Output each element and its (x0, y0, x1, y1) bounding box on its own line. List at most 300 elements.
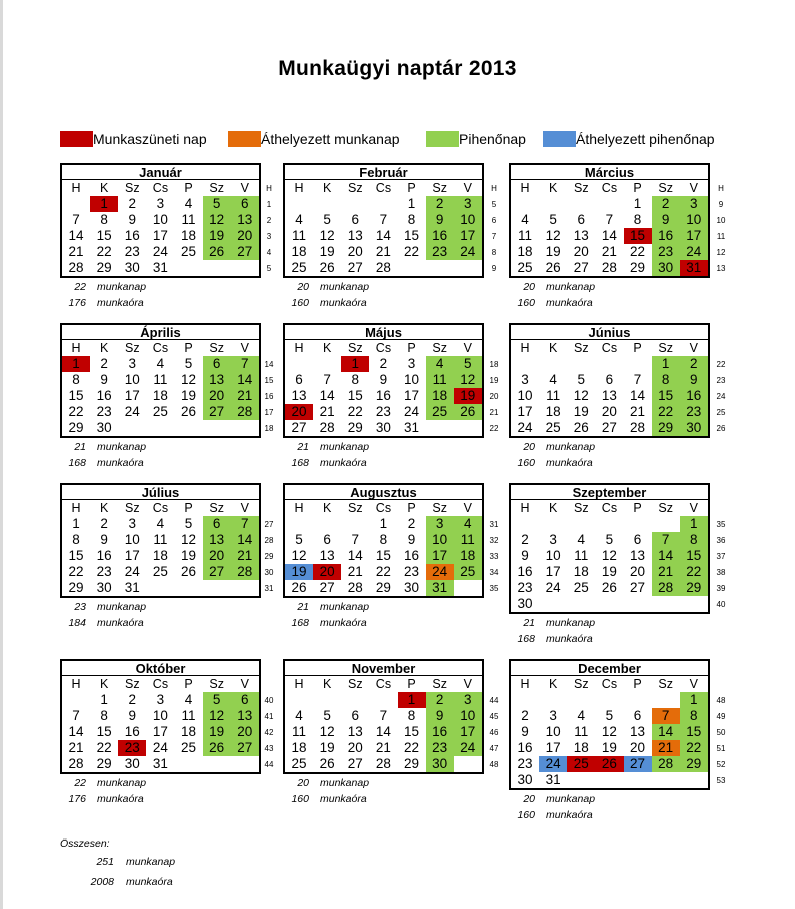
day-cell: 25 (517, 260, 533, 275)
weekday-header: Sz (348, 677, 363, 691)
day-cell: 5 (203, 196, 231, 212)
day-cell: 27 (624, 756, 652, 772)
empty-cell (313, 516, 341, 532)
day-cell: 30 (404, 580, 420, 595)
week-numbers (484, 501, 504, 597)
day-cell: 28 (231, 564, 259, 580)
legend-swatch (228, 131, 261, 147)
day-cell: 13 (630, 548, 646, 563)
day-cell: 16 (517, 564, 533, 579)
week-number: 21 (489, 408, 499, 417)
empty-cell (62, 692, 90, 708)
day-cell: 30 (426, 756, 454, 772)
day-cell: 26 (203, 244, 231, 260)
week-row (511, 548, 708, 564)
week-number: 49 (716, 712, 726, 721)
page-title: Munkaügyi naptár 2013 (278, 57, 517, 80)
empty-cell (146, 420, 174, 436)
day-cell: 31 (152, 260, 168, 275)
day-cell: 1 (680, 692, 708, 708)
week-row (285, 244, 482, 260)
week-row (285, 580, 482, 596)
day-cell: 30 (517, 772, 533, 787)
stat-hours-label: munkaóra (546, 809, 593, 821)
day-cell: 20 (313, 564, 341, 580)
week-row (511, 388, 708, 404)
stat-workdays-label: munkanap (97, 281, 147, 293)
week-number: 9 (491, 264, 497, 273)
empty-cell (680, 596, 708, 612)
day-cell: 16 (404, 548, 420, 563)
month-grid (60, 339, 261, 438)
day-cell: 24 (426, 564, 454, 580)
day-cell: 7 (379, 708, 388, 723)
weekday-header: H (294, 501, 304, 515)
empty-cell (118, 420, 146, 436)
day-cell: 25 (426, 404, 454, 420)
stat-workdays-value: 20 (523, 441, 535, 453)
week-row (285, 516, 482, 532)
day-cell: 9 (426, 212, 454, 228)
day-cell: 13 (601, 388, 617, 403)
day-cell: 6 (605, 372, 614, 387)
day-cell: 5 (203, 692, 231, 708)
day-cell: 1 (652, 356, 680, 372)
month-name: Április (60, 323, 261, 339)
day-cell: 15 (404, 724, 420, 739)
day-cell: 10 (545, 548, 561, 563)
day-cell: 22 (680, 564, 708, 580)
weekday-header: Sz (125, 341, 140, 355)
day-cell: 22 (630, 244, 646, 259)
day-cell: 26 (203, 740, 231, 756)
stat-workdays-label: munkanap (546, 281, 596, 293)
day-cell: 17 (545, 740, 561, 755)
week-number: 9 (718, 200, 724, 209)
day-cell: 31 (152, 756, 168, 771)
day-cell: 19 (203, 228, 231, 244)
empty-cell (398, 260, 426, 276)
day-cell: 1 (379, 516, 388, 531)
weekday-header: Sz (658, 341, 673, 355)
day-cell: 7 (652, 708, 680, 724)
month-calendar (60, 659, 261, 774)
week-number: 2 (266, 216, 272, 225)
weekday-header: Sz (125, 677, 140, 691)
weekday-header: V (240, 341, 249, 355)
day-cell: 18 (181, 228, 197, 243)
day-cell: 15 (68, 548, 84, 563)
week-numbers (711, 501, 731, 613)
weekday-header: K (323, 501, 332, 515)
day-cell: 19 (319, 244, 335, 259)
week-number: 35 (716, 520, 726, 529)
week-number: 5 (491, 200, 497, 209)
day-cell: 5 (549, 212, 557, 227)
day-cell: 10 (680, 212, 708, 228)
stat-hours-label: munkaóra (97, 617, 144, 629)
day-cell: 3 (156, 692, 165, 707)
weekday-header: P (407, 501, 416, 515)
day-cell: 4 (454, 516, 482, 532)
week-number-header: H (718, 184, 724, 193)
day-cell: 23 (375, 404, 391, 419)
day-cell: 9 (100, 532, 108, 547)
day-cell: 1 (398, 692, 426, 708)
day-cell: 27 (347, 756, 363, 771)
week-number-header: H (266, 184, 272, 193)
weekday-header: Sz (209, 677, 224, 691)
day-cell: 21 (347, 564, 363, 579)
day-cell: 21 (375, 244, 391, 259)
summary-hours-value: 2008 (90, 876, 114, 888)
week-number: 33 (489, 552, 499, 561)
week-row (62, 228, 259, 244)
week-row (285, 228, 482, 244)
day-cell: 29 (96, 756, 112, 771)
empty-cell (624, 692, 652, 708)
month-grid (283, 179, 484, 278)
empty-cell (175, 756, 203, 772)
weekday-header: K (549, 677, 558, 691)
week-numbers (484, 677, 504, 773)
weekday-header-row (285, 180, 482, 196)
day-cell: 28 (375, 756, 391, 771)
empty-cell (511, 516, 539, 532)
day-cell: 27 (347, 260, 363, 275)
day-cell: 20 (231, 228, 259, 244)
day-cell: 17 (404, 388, 420, 403)
empty-cell (680, 772, 708, 788)
month-name: Október (60, 659, 261, 675)
day-cell: 30 (124, 756, 140, 771)
day-cell: 25 (181, 244, 197, 259)
day-cell: 11 (181, 708, 196, 723)
day-cell: 23 (118, 740, 146, 756)
week-row (285, 404, 482, 420)
day-cell: 3 (549, 708, 557, 723)
day-cell: 18 (573, 740, 589, 755)
weekday-header: H (520, 181, 530, 195)
week-numbers (711, 181, 731, 277)
day-cell: 10 (545, 724, 561, 739)
day-cell: 28 (375, 260, 391, 275)
empty-cell (652, 596, 680, 612)
day-cell: 27 (203, 404, 231, 420)
week-row (511, 596, 708, 612)
week-row (511, 532, 708, 548)
day-cell: 12 (601, 548, 617, 563)
day-cell: 10 (124, 372, 140, 387)
week-number: 14 (264, 360, 274, 369)
stat-workdays-label: munkanap (320, 441, 370, 453)
day-cell: 26 (601, 580, 617, 595)
month-name: Augusztus (283, 483, 484, 499)
day-cell: 15 (96, 228, 112, 243)
day-cell: 7 (72, 708, 80, 723)
weekday-header: V (689, 181, 698, 195)
weekday-header: H (294, 341, 304, 355)
week-number: 48 (716, 696, 726, 705)
stat-hours-value: 160 (291, 793, 309, 805)
day-cell: 30 (96, 420, 112, 435)
weekday-header: V (240, 677, 249, 691)
stat-hours-value: 176 (68, 793, 86, 805)
week-row (285, 196, 482, 212)
stat-workdays-value: 20 (523, 793, 535, 805)
day-cell: 15 (347, 388, 363, 403)
day-cell: 29 (375, 580, 391, 595)
empty-cell (624, 772, 652, 788)
day-cell: 28 (630, 420, 646, 435)
day-cell: 24 (124, 564, 140, 579)
day-cell: 13 (203, 372, 231, 388)
day-cell: 13 (291, 388, 307, 403)
day-cell: 16 (124, 724, 140, 739)
day-cell: 18 (181, 724, 197, 739)
day-cell: 2 (407, 516, 416, 531)
empty-cell (175, 260, 203, 276)
day-cell: 17 (152, 724, 168, 739)
day-cell: 9 (426, 708, 454, 724)
week-row (511, 772, 708, 788)
stat-hours-value: 168 (291, 457, 309, 469)
day-cell: 21 (652, 564, 680, 580)
week-number: 42 (264, 728, 274, 737)
weekday-header: K (323, 677, 332, 691)
week-row (511, 356, 708, 372)
stat-workdays-value: 20 (297, 777, 309, 789)
week-number: 51 (716, 744, 726, 753)
day-cell: 5 (184, 516, 193, 531)
weekday-header: H (71, 677, 81, 691)
empty-cell (341, 516, 369, 532)
day-cell: 15 (375, 548, 391, 563)
empty-cell (454, 580, 482, 596)
weekday-header: Sz (348, 501, 363, 515)
day-cell: 6 (323, 532, 331, 547)
day-cell: 29 (680, 756, 708, 772)
day-cell: 9 (100, 372, 108, 387)
month-calendar (283, 659, 484, 774)
stat-workdays-label: munkanap (546, 617, 596, 629)
day-cell: 16 (124, 228, 140, 243)
day-cell: 1 (680, 516, 708, 532)
day-cell: 25 (567, 756, 595, 772)
week-row (511, 420, 708, 436)
empty-cell (567, 516, 595, 532)
weekday-header: K (549, 181, 558, 195)
day-cell: 6 (577, 212, 586, 227)
day-cell: 13 (319, 548, 335, 563)
empty-cell (567, 196, 595, 212)
stat-hours-label: munkaóra (546, 633, 593, 645)
week-row (285, 756, 482, 772)
day-cell: 6 (231, 692, 259, 708)
day-cell: 9 (521, 724, 529, 739)
weekday-header: Cs (601, 677, 618, 691)
stat-hours-value: 184 (68, 617, 86, 629)
day-cell: 14 (652, 724, 680, 740)
stat-workdays-value: 21 (297, 441, 309, 453)
week-row (285, 708, 482, 724)
day-cell: 23 (124, 244, 140, 259)
weekday-header-row (511, 340, 708, 356)
weekday-header-row (285, 500, 482, 516)
legend-label: Munkaszüneti nap (93, 131, 207, 147)
day-cell: 15 (652, 388, 680, 404)
day-cell: 4 (521, 212, 529, 227)
day-cell: 1 (341, 356, 369, 372)
stat-workdays-value: 21 (74, 441, 86, 453)
day-cell: 20 (601, 404, 617, 419)
week-row (285, 532, 482, 548)
day-cell: 9 (128, 708, 137, 723)
empty-cell (341, 196, 369, 212)
day-cell: 17 (454, 724, 482, 740)
week-row (62, 372, 259, 388)
weekday-header: P (633, 341, 642, 355)
week-row (62, 740, 259, 756)
weekday-header: H (294, 181, 304, 195)
day-cell: 6 (231, 196, 259, 212)
day-cell: 17 (426, 548, 454, 564)
day-cell: 15 (680, 724, 708, 740)
day-cell: 13 (347, 724, 363, 739)
stat-workdays-value: 20 (297, 281, 309, 293)
stat-hours-label: munkaóra (320, 617, 367, 629)
day-cell: 18 (573, 564, 589, 579)
day-cell: 5 (454, 356, 482, 372)
day-cell: 31 (426, 580, 454, 596)
weekday-header-row (511, 500, 708, 516)
weekday-header: Cs (601, 181, 618, 195)
empty-cell (454, 260, 482, 276)
stat-workdays-value: 22 (74, 777, 86, 789)
weekday-header: P (184, 677, 193, 691)
stat-workdays-value: 20 (523, 281, 535, 293)
empty-cell (511, 196, 539, 212)
week-numbers (484, 181, 504, 277)
day-cell: 3 (128, 356, 137, 371)
week-number: 24 (716, 392, 726, 401)
empty-cell (313, 196, 341, 212)
weekday-header: Sz (658, 677, 673, 691)
week-number: 7 (491, 232, 497, 241)
day-cell: 27 (319, 580, 335, 595)
weekday-header: P (633, 677, 642, 691)
day-cell: 26 (454, 404, 482, 420)
weekday-header: H (520, 501, 530, 515)
week-number: 39 (716, 584, 726, 593)
day-cell: 27 (630, 580, 646, 595)
weekday-header-row (62, 500, 259, 516)
empty-cell (567, 596, 595, 612)
page-edge (0, 0, 3, 909)
day-cell: 24 (152, 244, 168, 259)
weekday-header: Cs (375, 341, 392, 355)
week-row (285, 548, 482, 564)
week-number: 48 (489, 760, 499, 769)
day-cell: 26 (319, 756, 335, 771)
day-cell: 11 (153, 372, 168, 387)
week-row (62, 580, 259, 596)
day-cell: 5 (605, 532, 614, 547)
weekday-header: H (520, 677, 530, 691)
day-cell: 26 (181, 564, 197, 579)
empty-cell (285, 196, 313, 212)
empty-cell (595, 196, 623, 212)
week-row (62, 564, 259, 580)
week-number: 36 (716, 536, 726, 545)
day-cell: 14 (231, 372, 259, 388)
day-cell: 25 (291, 756, 307, 771)
weekday-header: V (240, 181, 249, 195)
day-cell: 27 (231, 244, 259, 260)
day-cell: 20 (573, 244, 589, 259)
day-cell: 16 (426, 228, 454, 244)
weekday-header: H (294, 677, 304, 691)
empty-cell (203, 580, 231, 596)
day-cell: 27 (573, 260, 589, 275)
week-row (285, 356, 482, 372)
day-cell: 1 (62, 356, 90, 372)
day-cell: 4 (156, 516, 165, 531)
day-cell: 17 (680, 228, 708, 244)
week-row (511, 244, 708, 260)
day-cell: 16 (96, 388, 112, 403)
empty-cell (203, 420, 231, 436)
day-cell: 15 (680, 548, 708, 564)
legend-label: Pihenőnap (459, 131, 526, 147)
week-number: 34 (489, 568, 499, 577)
day-cell: 25 (573, 580, 589, 595)
day-cell: 30 (96, 580, 112, 595)
stat-workdays-label: munkanap (320, 281, 370, 293)
day-cell: 7 (379, 212, 388, 227)
day-cell: 30 (375, 420, 391, 435)
week-row (511, 260, 708, 276)
week-number: 38 (716, 568, 726, 577)
week-number: 19 (489, 376, 499, 385)
week-row (62, 212, 259, 228)
day-cell: 3 (156, 196, 165, 211)
day-cell: 24 (454, 740, 482, 756)
day-cell: 27 (601, 420, 617, 435)
day-cell: 3 (454, 692, 482, 708)
day-cell: 18 (152, 548, 168, 563)
week-numbers (259, 341, 279, 437)
week-numbers (711, 677, 731, 789)
day-cell: 3 (407, 356, 416, 371)
day-cell: 11 (574, 724, 589, 739)
weekday-header: Cs (152, 181, 169, 195)
weekday-header: Cs (375, 677, 392, 691)
day-cell: 2 (128, 196, 137, 211)
day-cell: 17 (152, 228, 168, 243)
empty-cell (426, 260, 454, 276)
weekday-header-row (511, 676, 708, 692)
day-cell: 3 (521, 372, 529, 387)
day-cell: 2 (128, 692, 137, 707)
stat-workdays-value: 21 (297, 601, 309, 613)
day-cell: 22 (404, 244, 420, 259)
weekday-header: Sz (125, 181, 140, 195)
weekday-header: Sz (574, 181, 589, 195)
weekday-header: K (323, 181, 332, 195)
week-number: 44 (489, 696, 499, 705)
day-cell: 8 (72, 532, 80, 547)
